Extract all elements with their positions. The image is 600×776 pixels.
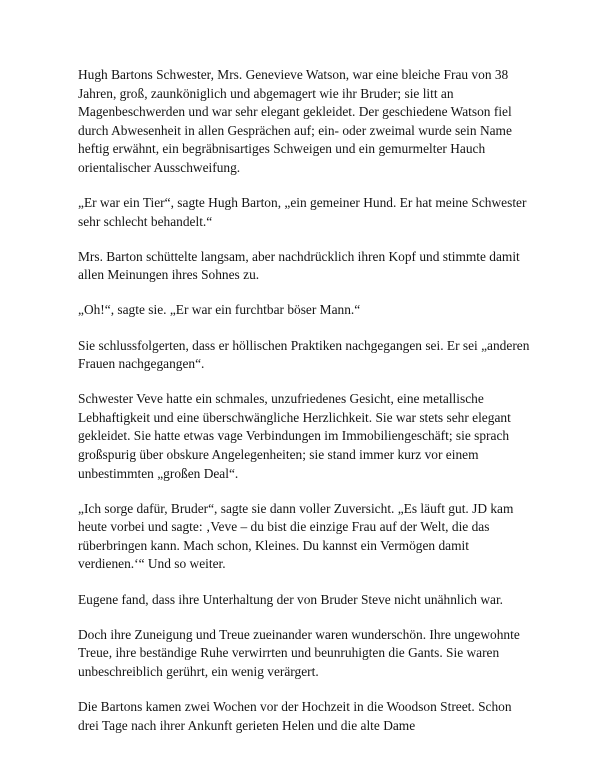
- paragraph-6: Schwester Veve hatte ein schmales, unzufriedenes Gesicht, eine metallische Lebhaftigkeit und eine überschwängliche Herzlichkeit. Sie war stets sehr elegant gekleidet. Sie hatte etwas vage Verbindungen im Immobiliengeschäft; sie sprach großspurig über obskure Angelegenheiten; sie stand immer kurz vor einem unbestimmten „großen Deal“.: [78, 391, 511, 481]
- paragraph-3: Mrs. Barton schüttelte langsam, aber nachdrücklich ihren Kopf und stimmte damit allen Meinungen ihres Sohnes zu.: [78, 248, 520, 283]
- paragraph-5: Sie schlussfolgerten, dass er höllischen Praktiken nachgegangen sei. Er sei „anderen Frauen nachgegangen“.: [78, 337, 530, 372]
- paragraph-10: Die Bartons kamen zwei Wochen vor der Hochzeit in die Woodson Street. Schon drei Tage nach ihrer Ankunft gerieten Helen und die alte Dame: [78, 698, 512, 733]
- paragraph-1: Hugh Bartons Schwester, Mrs. Genevieve Watson, war eine bleiche Frau von 38 Jahren, groß, zaunköniglich und abgemagert wie ihr Bruder; sie litt an Magenbeschwerden und war sehr elegant gekleidet. Der geschiedene Watson fiel durch Abwesenheit in allen Gesprächen auf; ein- oder zweimal wurde sein Name heftig erwähnt, ein begräbnisartiges Schweigen und ein gemurmelter Hauch orientalischer Ausschweifung.: [78, 67, 512, 175]
- paragraph-4: „Oh!“, sagte sie. „Er war ein furchtbar böser Mann.“: [78, 302, 361, 318]
- paragraph-2: „Er war ein Tier“, sagte Hugh Barton, „ein gemeiner Hund. Er hat meine Schwester sehr schlecht behandelt.“: [78, 195, 527, 229]
- paragraph-7: „Ich sorge dafür, Bruder“, sagte sie dann voller Zuversicht. „Es läuft gut. JD kam heute vorbei und sagte: ‚Veve – du bist die einzige Frau auf der Welt, die das rüberbringen kann. Mach schon, Kleines. Du kannst ein Vermögen damit verdienen.‘“ Und so weiter.: [78, 500, 514, 572]
- paragraph-9: Doch ihre Zuneigung und Treue zueinander waren wunderschön. Ihre ungewohnte Treue, ihre beständige Ruhe verwirrten und beunruhigten die Gants. Sie waren unbeschreiblich gerührt, ein wenig verärgert.: [78, 626, 520, 679]
- paragraph-8: Eugene fand, dass ihre Unterhaltung der von Bruder Steve nicht unähnlich war.: [78, 591, 504, 607]
